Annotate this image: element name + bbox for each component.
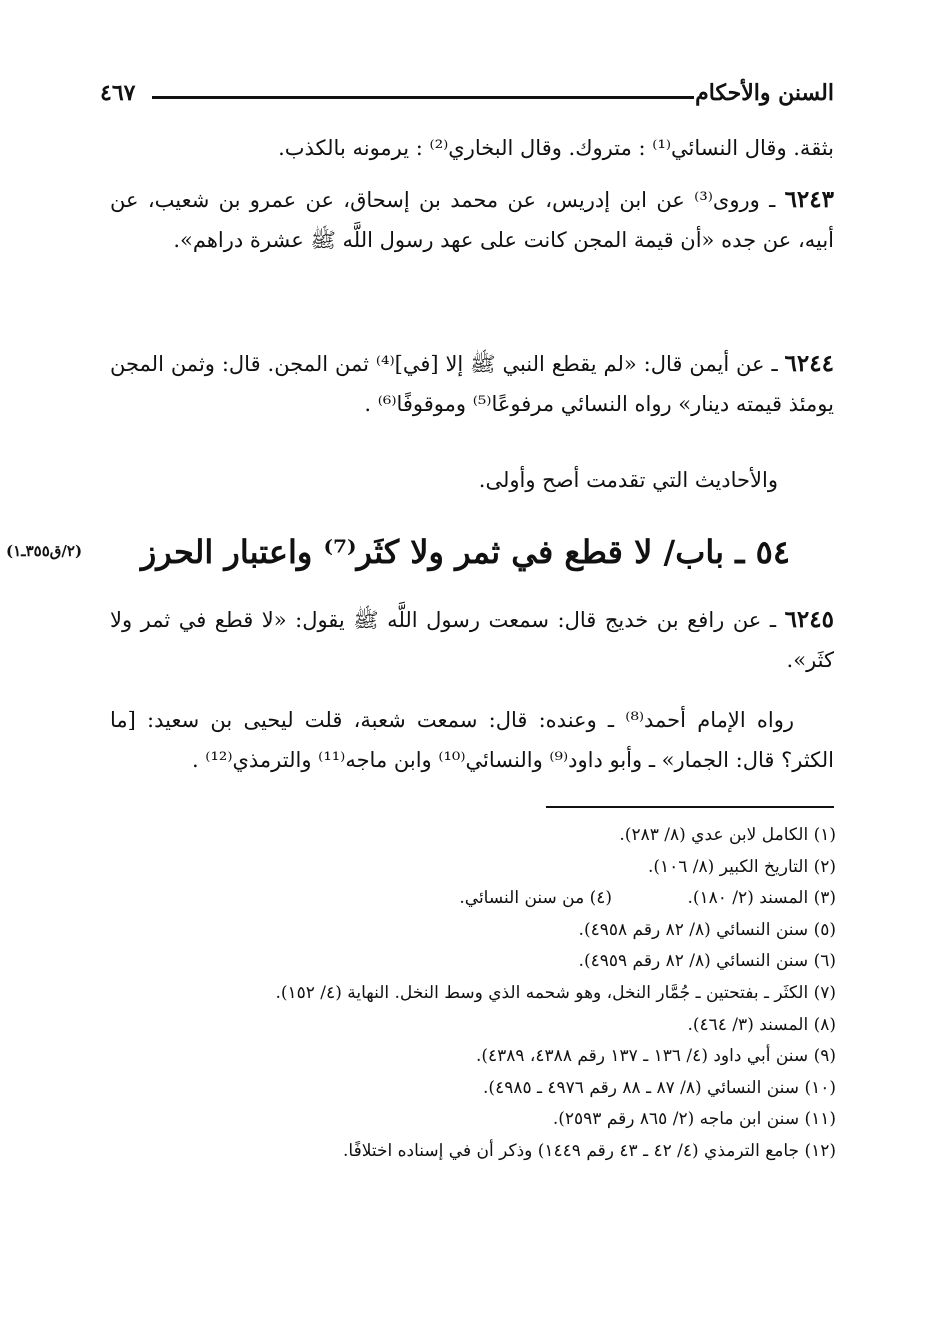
hadith-6243 xyxy=(110,180,834,260)
footnote: (٨) المسند (٣/ ٤٦٤). xyxy=(687,1014,836,1035)
footnote: (١٠) سنن النسائي (٨/ ٨٧ ـ ٨٨ رقم ٤٩٧٦ ـ ٤٩٨٥). xyxy=(483,1077,836,1098)
paragraph-text: رواه الإمام أحمد⁽⁸⁾ ـ وعنده: قال: سمعت شعبة، قلت ليحيى بن سعيد: [ما الكثر؟ قال: الجمار» ـ وأبو داود⁽⁹⁾ والنسائي⁽¹⁰⁾ وابن ماجه⁽¹¹⁾ والترمذي⁽¹²⁾ . xyxy=(110,708,834,772)
dash: ـ xyxy=(769,608,777,632)
page-number: ٤٦٧ xyxy=(100,80,136,106)
hadith-6245 xyxy=(110,600,834,680)
footnote: (١٢) جامع الترمذي (٤/ ٤٢ ـ ٤٣ رقم ١٤٤٩) وذكر أن في إسناده اختلافًا. xyxy=(343,1140,836,1161)
chapter-heading: ٥٤ ـ باب/ لا قطع في ثمر ولا كثَر⁽⁷⁾ واعتبار الحرز xyxy=(140,533,790,571)
footnote: (١١) سنن ابن ماجه (٢/ ٨٦٥ رقم ٢٥٩٣). xyxy=(552,1109,836,1130)
footnote: (٢) التاريخ الكبير (٨/ ١٠٦). xyxy=(647,856,836,877)
hadith-text: عن رافع بن خديج قال: سمعت رسول اللَّه ﷺ يقول: «لا قطع في ثمر ولا كثَر». xyxy=(110,608,834,672)
footnote: (٤) من سنن النسائي. xyxy=(459,888,613,909)
paragraph-continuation xyxy=(110,128,834,168)
dash: ـ xyxy=(771,352,778,376)
hadith-6244 xyxy=(110,344,834,424)
running-title: السنن والأحكام xyxy=(695,80,834,106)
hadith-number: ٦٢٤٥ xyxy=(784,606,834,633)
manuscript-reference: (٢/ق٣٥٥ـ١) xyxy=(6,542,83,560)
footnote: (٥) سنن النسائي (٨/ ٨٢ رقم ٤٩٥٨). xyxy=(578,919,836,940)
hadith-text: وروى⁽³⁾ عن ابن إدريس، عن محمد بن إسحاق، عن عمرو بن شعيب، عن أبيه، عن جده «أن قيمة المجن كانت على عهد رسول اللَّه ﷺ عشرة دراهم». xyxy=(110,188,834,252)
footnote: (٧) الكثَر ـ بفتحتين ـ جُمَّار النخل، وهو شحمه الذي وسط النخل. النهاية (٤/ ١٥٢). xyxy=(275,982,836,1003)
dash: ـ xyxy=(769,188,776,212)
footnote: (٩) سنن أبي داود (٤/ ١٣٦ ـ ١٣٧ رقم ٤٣٨٨، ٤٣٨٩). xyxy=(475,1046,836,1067)
closing-remark xyxy=(110,460,834,500)
footnote-pair xyxy=(116,883,836,915)
footnote-separator xyxy=(546,806,834,808)
paragraph-text: بثقة. وقال النسائي⁽¹⁾ : متروك. وقال البخاري⁽²⁾ : يرمونه بالكذب. xyxy=(278,136,834,160)
footnote: (٣) المسند (٢/ ١٨٠). xyxy=(687,888,836,909)
footnote: (٦) سنن النسائي (٨/ ٨٢ رقم ٤٩٥٩). xyxy=(578,951,836,972)
header-rule xyxy=(152,96,694,99)
paragraph-text: والأحاديث التي تقدمت أصح وأولى. xyxy=(478,468,778,492)
hadith-number: ٦٢٤٣ xyxy=(784,186,834,213)
footnote: (١) الكامل لابن عدي (٨/ ٢٨٣). xyxy=(619,825,836,845)
footnotes xyxy=(116,820,836,1168)
takhrij-paragraph xyxy=(110,700,834,780)
hadith-text: عن أيمن قال: «لم يقطع النبي ﷺ إلا [في]⁽⁴⁾ ثمن المجن. قال: وثمن المجن يومئذ قيمته دينار» رواه النسائي مرفوعًا⁽⁵⁾ وموقوفًا⁽⁶⁾ . xyxy=(110,352,834,416)
page-header xyxy=(100,78,834,114)
hadith-number: ٦٢٤٤ xyxy=(784,350,834,377)
